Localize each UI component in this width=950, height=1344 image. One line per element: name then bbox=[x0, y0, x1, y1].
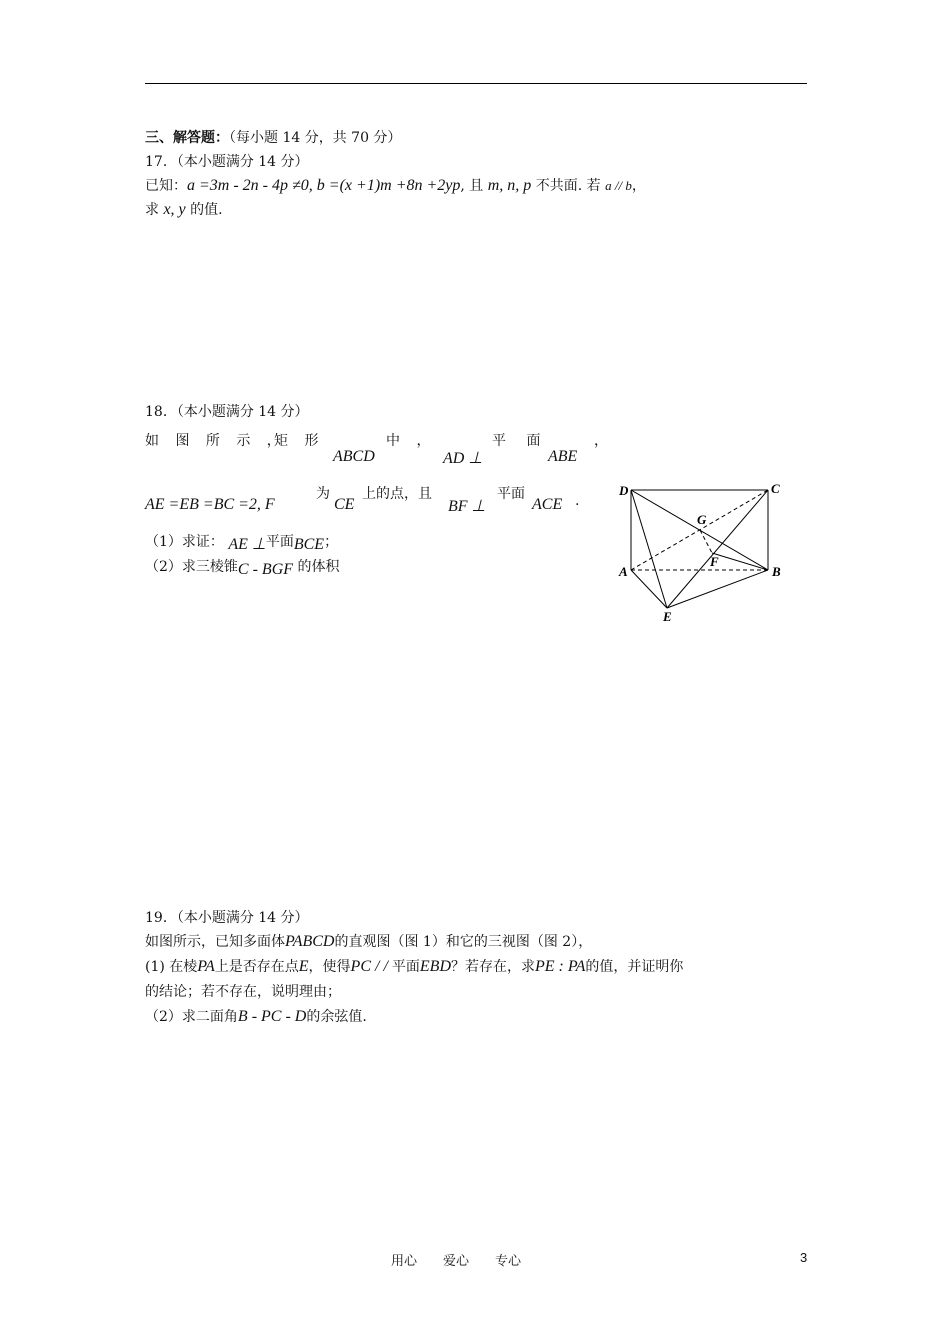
label-D: D bbox=[619, 483, 629, 498]
q17-line2 bbox=[145, 200, 223, 220]
q18-figure bbox=[615, 478, 795, 626]
q17-l2-end: 的值. bbox=[185, 202, 223, 218]
q18-l3-wei: 为 bbox=[316, 486, 330, 502]
q18-p2-math: C - BGF bbox=[237, 561, 294, 578]
page-number: 3 bbox=[800, 1250, 808, 1265]
q18-p1-math: AE ⊥ bbox=[228, 536, 266, 553]
label-A: A bbox=[619, 564, 628, 579]
q18-part2 bbox=[145, 557, 339, 577]
q19-l2-f: 的值，并证明你 bbox=[585, 959, 684, 975]
q19-number: 19．（本小题满分 14 分） bbox=[145, 910, 309, 926]
q18-abcd: ABCD bbox=[333, 448, 375, 465]
q19-line3: 的结论；若不存在，说明理由； bbox=[145, 984, 341, 1000]
edge-EB bbox=[667, 570, 768, 608]
q18-part1 bbox=[145, 532, 338, 552]
q17-mid2: 不共面. 若 bbox=[531, 178, 606, 194]
q19-l4-m: B - PC - D bbox=[237, 1008, 307, 1025]
q19-l2-c: ，使得 bbox=[308, 959, 351, 975]
q18-p1-plane: 平面 bbox=[265, 534, 294, 550]
q17-parallel: a // b bbox=[605, 178, 632, 193]
q18-l3-math: AE =EB =BC =2, F bbox=[145, 496, 275, 513]
q19-l2-a: (1) 在棱 bbox=[145, 959, 198, 975]
q18-abe: ABE bbox=[548, 448, 578, 465]
header-rule bbox=[145, 83, 807, 84]
q18-bf: BF ⊥ bbox=[448, 498, 486, 515]
label-C: C bbox=[771, 481, 780, 496]
q19-l2-ebd: EBD bbox=[419, 958, 451, 975]
q19-line4 bbox=[145, 1007, 367, 1027]
q17-end: ， bbox=[631, 178, 646, 194]
label-E: E bbox=[663, 609, 672, 624]
q17-l2-vars: x, y bbox=[163, 201, 186, 218]
q19-l2-e: E bbox=[298, 958, 309, 975]
label-F: F bbox=[710, 554, 719, 569]
q18-w5: ， bbox=[594, 433, 608, 449]
q18-l3-plane: 平面 bbox=[497, 486, 525, 502]
q18-p2-label: （2）求三棱锥 bbox=[145, 559, 238, 575]
q17-formula: a =3m - 2n - 4p ≠0, b =(x +1)m +8n +2yp bbox=[187, 177, 461, 194]
q19-l2-ratio: PE : PA bbox=[535, 958, 586, 975]
q19-l2-d: 平面 bbox=[391, 959, 420, 975]
q18-w3: 中 ， bbox=[386, 433, 437, 449]
section-note: （每小题 14 分，共 70 分） bbox=[229, 130, 402, 146]
q19-l4-a: （2）求二面角 bbox=[145, 1009, 238, 1025]
q19-l4-b: 的余弦值. bbox=[306, 1009, 367, 1025]
q19-l2-pc: PC / / bbox=[350, 958, 392, 975]
section-title: 三、解答题： bbox=[145, 130, 229, 146]
q19-l1-b: 的直观图（图 1）和它的三视图（图 2）， bbox=[334, 934, 593, 950]
q18-p1-bce: BCE bbox=[293, 536, 325, 553]
q19-line2 bbox=[145, 957, 683, 977]
q17-mid: , 且 bbox=[460, 178, 488, 194]
q18-w2: 矩 形 bbox=[274, 433, 325, 449]
q18-ace: ACE bbox=[532, 496, 563, 513]
q18-l3-end: . bbox=[575, 493, 580, 509]
q19-l1-a: 如图所示，已知多面体 bbox=[145, 934, 285, 950]
q18-number: 18．（本小题满分 14 分） bbox=[145, 404, 309, 420]
q19-l2-pa: PA bbox=[197, 958, 215, 975]
q17-vars: m, n, p bbox=[487, 177, 532, 194]
label-G: G bbox=[697, 512, 707, 527]
q19-line1 bbox=[145, 932, 592, 952]
q18-p1-end: ； bbox=[324, 534, 339, 550]
edge-FB bbox=[712, 553, 768, 570]
q17-line1 bbox=[145, 176, 646, 196]
q17-number: 17．（本小题满分 14 分） bbox=[145, 154, 309, 170]
q18-ce: CE bbox=[334, 496, 355, 513]
edge-CE bbox=[667, 490, 768, 608]
label-B: B bbox=[772, 564, 781, 579]
q17-prefix: 已知： bbox=[145, 178, 187, 194]
section-heading bbox=[145, 128, 401, 148]
q19-l2-e2: ？若存在，求 bbox=[451, 959, 535, 975]
q18-p1-label: （1）求证： bbox=[145, 534, 224, 550]
q19-l1-m: PABCD bbox=[285, 933, 335, 950]
q17-l2-prefix: 求 bbox=[145, 202, 164, 218]
q18-w1: 如 图 所 示 ， bbox=[145, 433, 287, 449]
q18-p2-end: 的体积 bbox=[293, 559, 340, 575]
q18-l3-on: 上的点，且 bbox=[362, 486, 432, 502]
q18-w4: 平 面 bbox=[492, 433, 549, 449]
q18-ad: AD ⊥ bbox=[443, 450, 483, 467]
footer-center: 用心 爱心 专心 bbox=[391, 1254, 522, 1269]
q19-l2-b: 上是否存在点 bbox=[214, 959, 299, 975]
